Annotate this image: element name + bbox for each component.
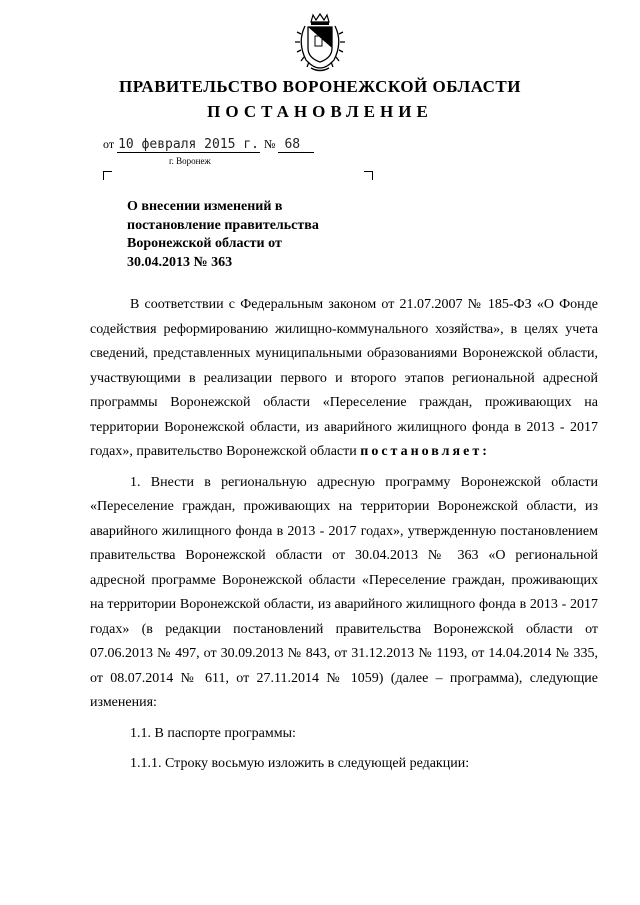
document-number: 68 — [278, 137, 314, 153]
government-title: ПРАВИТЕЛЬСТВО ВОРОНЕЖСКОЙ ОБЛАСТИ — [118, 77, 521, 96]
subject-line: 30.04.2013 № 363 — [127, 254, 233, 270]
document-date-line — [103, 137, 314, 153]
subject-bracket-right — [364, 171, 373, 180]
document-type-title: ПОСТАНОВЛЕНИЕ — [207, 102, 433, 121]
subject-line: Воронежской области от — [127, 236, 282, 251]
resolves-word: постановляет: — [360, 444, 490, 459]
coat-of-arms-icon — [291, 12, 349, 74]
intro-paragraph — [90, 293, 598, 465]
item-1-1-paragraph: 1.1. В паспорте программы: — [130, 725, 296, 741]
item-1-1-1-paragraph: 1.1.1. Строку восьмую изложить в следующей редакции: — [130, 756, 470, 771]
subject-line: постановление правительства — [127, 217, 319, 233]
document-date: 10 февраля 2015 г. — [118, 137, 259, 152]
item-1-paragraph: 1. Внести в региональную адресную программу Воронежской области «Переселение граждан, проживающих на территории Воронежской области, из аварийного жилищного фонда в 2013 - 2017 годах», утвержденную постановлением правительства Воронежской области от 30.04.2013 № 363 «О региональной адресной программе Воронежской области «Переселение граждан, проживающих на территории Воронежской области, из аварийного жилищного фонда в 2013 - 2017 годах» (в редакции постановлений правительства Воронежской области от 07.06.2013 № 497, от 30.09.2013 № 843, от 31.12.2013 № 1193, от 14.04.2014 № 335, от 08.07.2014 № 611, от 27.11.2014 № 1059) (далее – программа), следующие изменения: — [90, 474, 598, 710]
document-subject — [127, 198, 367, 272]
document-body — [90, 293, 598, 777]
subject-line: О внесении изменений в — [127, 199, 283, 214]
subject-bracket-left — [103, 171, 112, 180]
document-city: г. Воронеж — [169, 156, 211, 166]
number-prefix: № — [263, 137, 276, 151]
date-prefix: от — [103, 137, 115, 151]
intro-text: В соответствии с Федеральным законом от 21.07.2007 № 185-ФЗ «О Фонде содействия реформированию жилищно-коммунального хозяйства», в целях учета сведений, представленных муниципальными образованиями Воронежской области, участвующими в реализации первого и второго этапов региональной адресной программы Воронежской области «Переселение граждан, проживающих на территории Воронежской области, из аварийного жилищного фонда в 2013 - 2017 годах», правительство Воронежской области — [90, 297, 598, 459]
